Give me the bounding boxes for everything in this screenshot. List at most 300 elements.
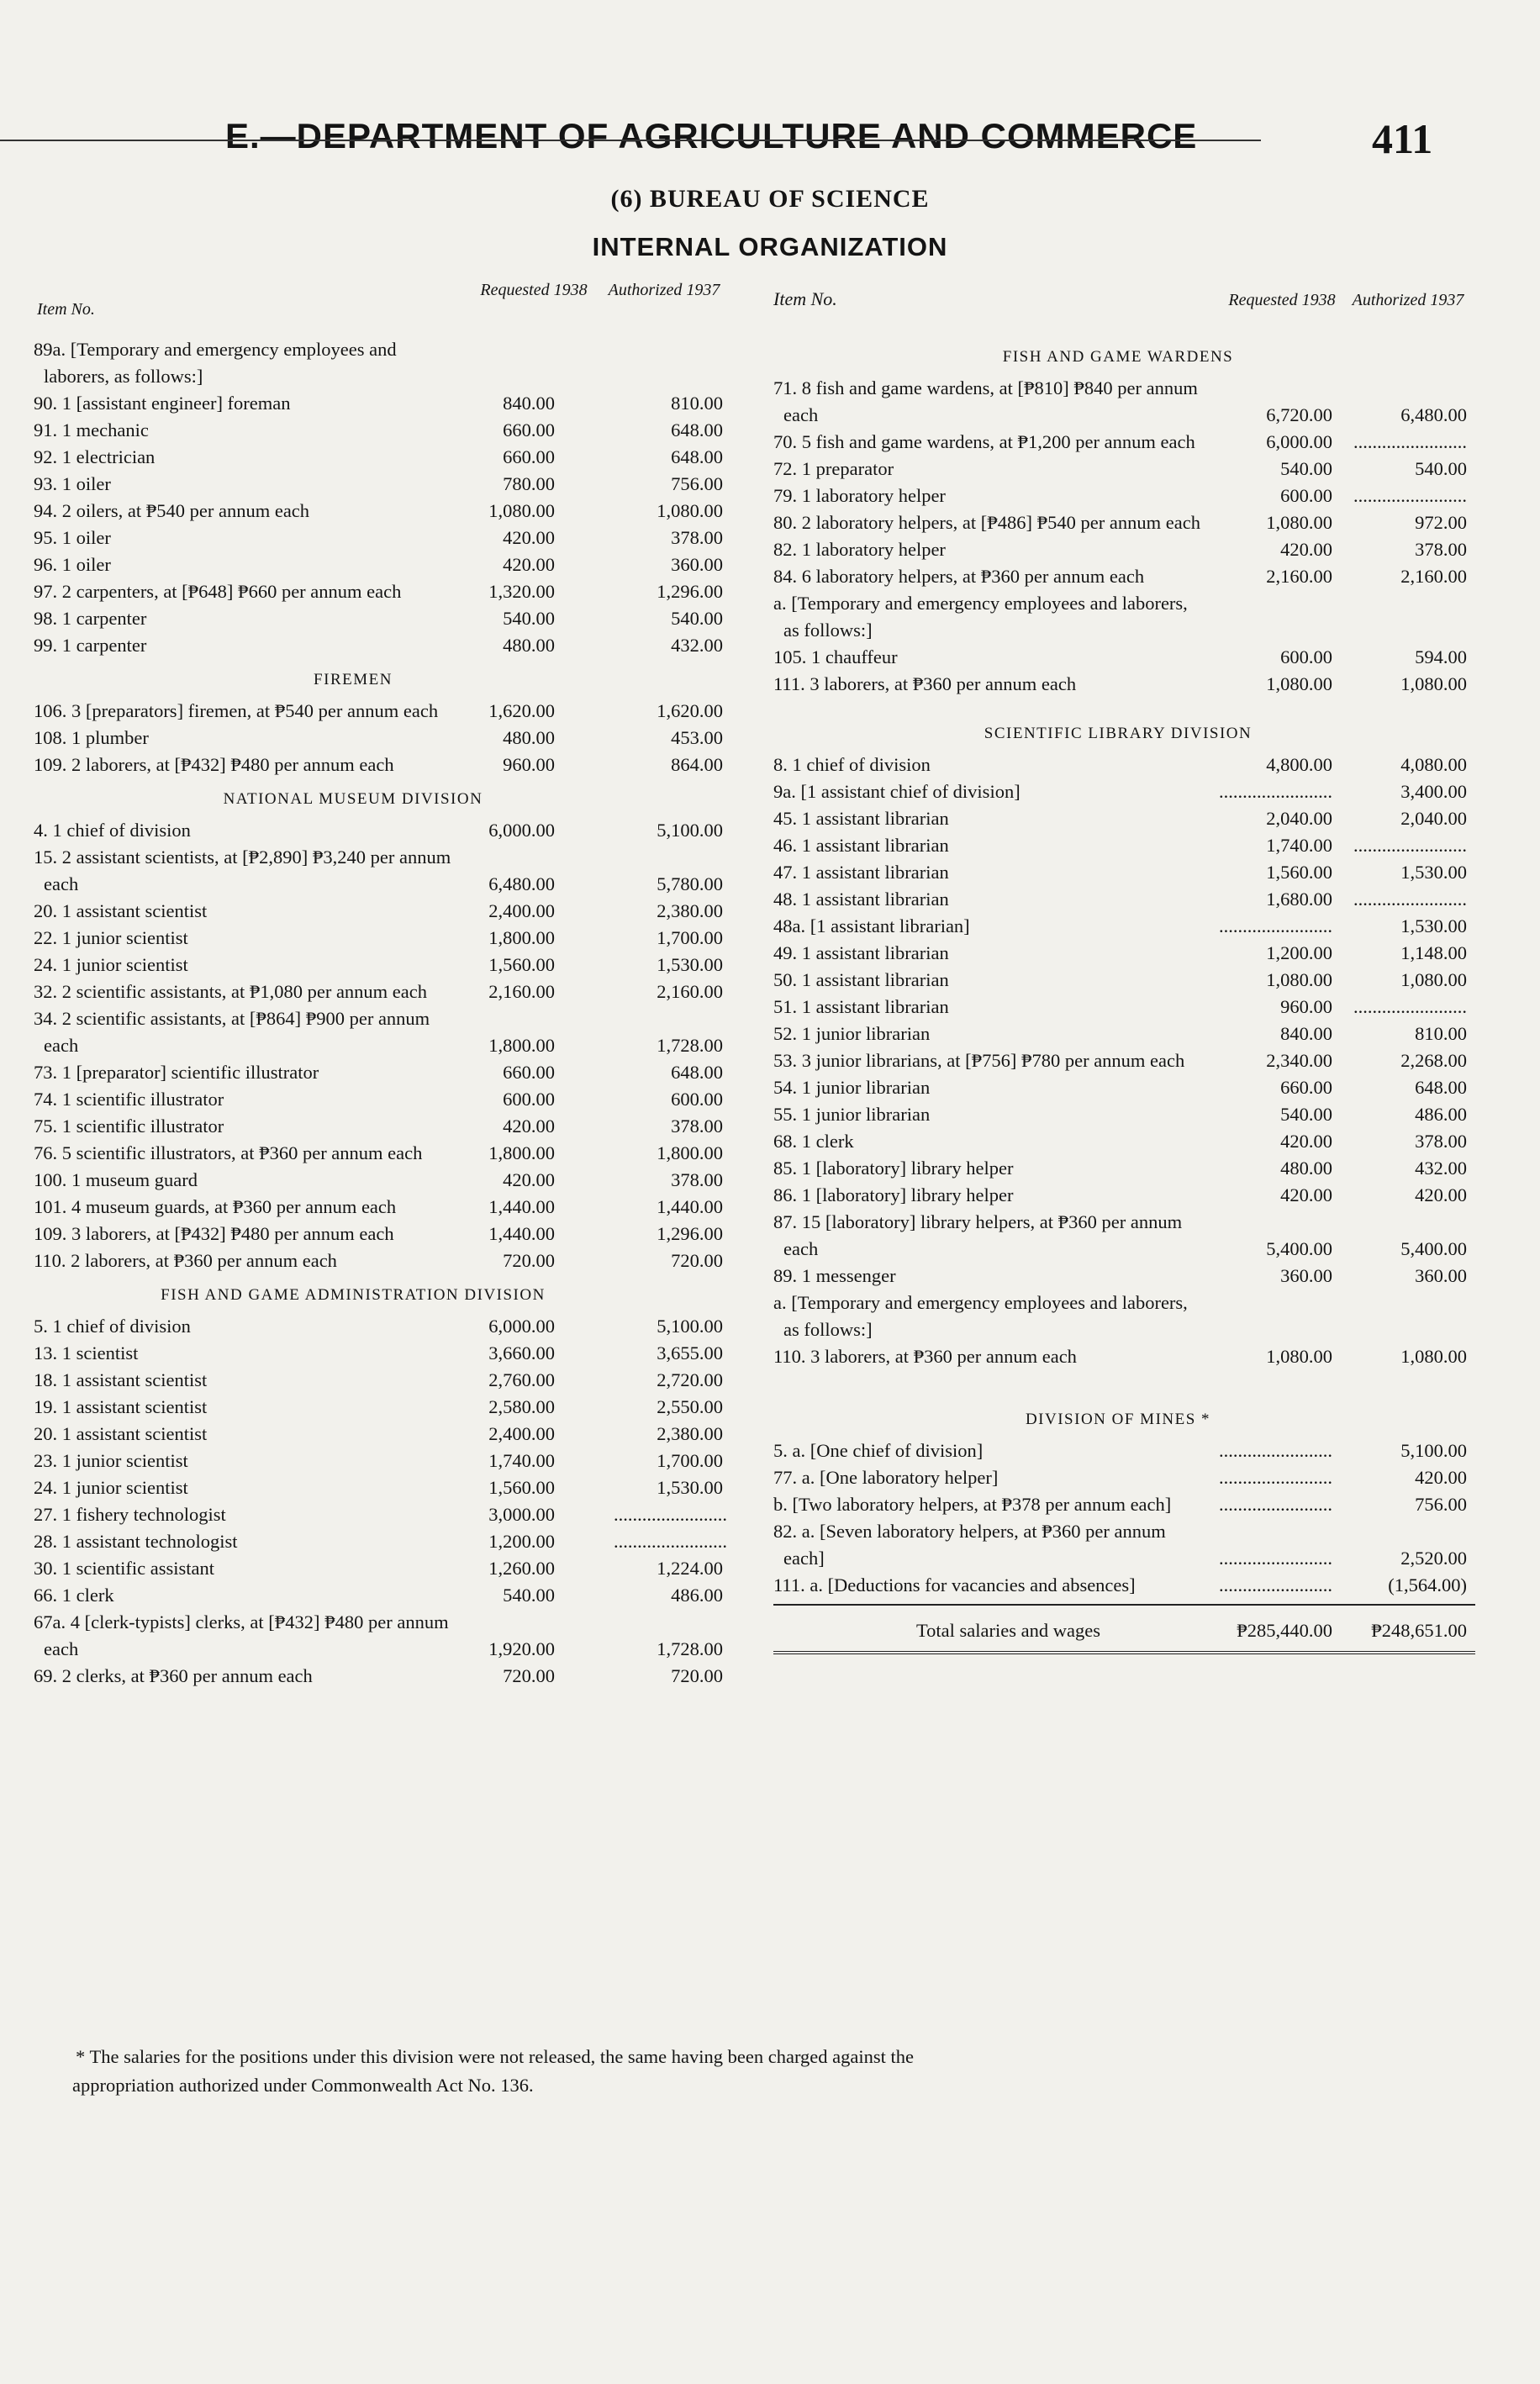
authorized-amount: 1,700.00 (657, 927, 723, 948)
table-row (34, 1059, 757, 1086)
row-description: 50. 1 assistant librarian (773, 969, 949, 990)
requested-amount: 6,000.00 (488, 820, 555, 841)
row-description: 80. 2 laboratory helpers, at [₱486] ₱540 per annum each (773, 512, 1200, 533)
row-description: 23. 1 junior scientist (34, 1450, 188, 1471)
row-description: 106. 3 [preparators] firemen, at ₱540 per annum each (34, 700, 439, 721)
row-description: 110. 2 laborers, at ₱360 per annum each (34, 1250, 337, 1271)
table-row (34, 1005, 757, 1059)
requested-amount: 1,200.00 (488, 1531, 555, 1552)
row-description: 77. a. [One laboratory helper] (773, 1467, 999, 1488)
table-row (34, 551, 757, 578)
authorized-amount: 6,480.00 (1400, 404, 1467, 425)
requested-amount: 1,800.00 (488, 1035, 555, 1056)
table-row (773, 1155, 1475, 1182)
row-description: 72. 1 preparator (773, 458, 894, 479)
table-row (34, 1528, 757, 1555)
table-row (34, 390, 757, 417)
authorized-amount: 756.00 (1415, 1494, 1467, 1515)
requested-amount: 1,080.00 (488, 500, 555, 521)
left-item-no-header: Item No. (37, 300, 95, 319)
requested-amount: 840.00 (503, 393, 555, 414)
total-authorized: ₱248,651.00 (1371, 1620, 1467, 1641)
table-row (34, 1340, 757, 1367)
row-description: 92. 1 electrician (34, 446, 156, 467)
authorized-amount: 972.00 (1415, 512, 1467, 533)
requested-amount: ........................ (1219, 1440, 1332, 1461)
authorized-amount: 486.00 (671, 1585, 723, 1606)
authorized-amount: 1,080.00 (657, 500, 723, 521)
authorized-amount: 1,728.00 (657, 1638, 723, 1659)
row-description: 55. 1 junior librarian (773, 1104, 931, 1125)
table-row (34, 578, 757, 605)
row-description: 47. 1 assistant librarian (773, 862, 949, 883)
row-description: a. [Temporary and emergency employees and laborers, as follows:] (773, 593, 1188, 641)
requested-amount: 1,560.00 (488, 1477, 555, 1498)
library-rows (773, 752, 1475, 1370)
requested-amount: 600.00 (503, 1089, 555, 1110)
authorized-amount: 2,040.00 (1400, 808, 1467, 829)
row-description: 73. 1 [preparator] scientific illustrator (34, 1062, 319, 1083)
mines-rows (773, 1437, 1475, 1599)
table-row (773, 536, 1475, 563)
row-description: 49. 1 assistant librarian (773, 942, 949, 963)
authorized-amount: 378.00 (671, 1169, 723, 1190)
row-description: 94. 2 oilers, at ₱540 per annum each (34, 500, 310, 521)
table-row (34, 1313, 757, 1340)
table-row (773, 456, 1475, 483)
section-header: E.—DEPARTMENT OF AGRICULTURE AND COMMERCE (225, 116, 1198, 156)
authorized-amount: ........................ (1353, 835, 1467, 856)
requested-amount: 420.00 (1280, 539, 1332, 560)
requested-amount: 4,800.00 (1266, 754, 1332, 775)
row-description: 5. 1 chief of division (34, 1316, 191, 1337)
table-row (34, 844, 757, 898)
table-row (34, 336, 757, 390)
row-description: 90. 1 [assistant engineer] foreman (34, 393, 291, 414)
authorized-amount: 594.00 (1415, 646, 1467, 667)
total-rule (773, 1604, 1475, 1606)
table-row (773, 1437, 1475, 1464)
row-description: 91. 1 mechanic (34, 419, 149, 440)
row-description: 67a. 4 [clerk-typists] clerks, at [₱432] ₱480 per annum each (34, 1611, 449, 1659)
requested-amount: 480.00 (1280, 1158, 1332, 1179)
authorized-amount: 378.00 (1415, 539, 1467, 560)
authorized-amount: 2,380.00 (657, 900, 723, 921)
row-description: 82. a. [Seven laboratory helpers, at ₱360 per annum each] (773, 1521, 1166, 1569)
requested-amount: ........................ (1219, 1548, 1332, 1569)
authorized-amount: ........................ (614, 1504, 727, 1525)
requested-amount: 960.00 (1280, 996, 1332, 1017)
authorized-amount: 2,380.00 (657, 1423, 723, 1444)
authorized-amount: 378.00 (671, 1116, 723, 1137)
row-description: 105. 1 chauffeur (773, 646, 898, 667)
authorized-amount: 1,080.00 (1400, 673, 1467, 694)
table-row (34, 1113, 757, 1140)
table-row (34, 978, 757, 1005)
row-description: 111. 3 laborers, at ₱360 per annum each (773, 673, 1077, 694)
requested-amount: ........................ (1219, 1494, 1332, 1515)
requested-amount: 2,340.00 (1266, 1050, 1332, 1071)
requested-amount: 540.00 (503, 1585, 555, 1606)
authorized-amount: 720.00 (671, 1250, 723, 1271)
left-column-header (34, 277, 757, 336)
authorized-amount: 600.00 (671, 1089, 723, 1110)
authorized-amount: 864.00 (671, 754, 723, 775)
authorized-amount: 1,296.00 (657, 1223, 723, 1244)
requested-amount: ........................ (1219, 1574, 1332, 1595)
table-row (773, 1047, 1475, 1074)
requested-amount: 1,560.00 (1266, 862, 1332, 883)
requested-amount: 1,680.00 (1266, 889, 1332, 910)
requested-amount: 780.00 (503, 473, 555, 494)
requested-amount: ........................ (1219, 915, 1332, 936)
requested-amount: 840.00 (1280, 1023, 1332, 1044)
table-row (34, 1421, 757, 1448)
row-description: 75. 1 scientific illustrator (34, 1116, 224, 1137)
row-description: 110. 3 laborers, at ₱360 per annum each (773, 1346, 1077, 1367)
authorized-amount: 540.00 (1415, 458, 1467, 479)
row-description: 108. 1 plumber (34, 727, 149, 748)
row-description: 34. 2 scientific assistants, at [₱864] ₱900 per annum each (34, 1008, 430, 1056)
requested-amount: 1,080.00 (1266, 512, 1332, 533)
row-description: 46. 1 assistant librarian (773, 835, 949, 856)
table-row (773, 1343, 1475, 1370)
requested-amount: 1,800.00 (488, 927, 555, 948)
table-row (34, 1501, 757, 1528)
authorized-amount: 5,100.00 (657, 820, 723, 841)
total-row (773, 1612, 1475, 1649)
authorized-amount: 3,655.00 (657, 1342, 723, 1363)
requested-amount: 1,080.00 (1266, 1346, 1332, 1367)
authorized-amount: 2,160.00 (657, 981, 723, 1002)
requested-amount: 1,740.00 (488, 1450, 555, 1471)
authorized-amount: 1,148.00 (1400, 942, 1467, 963)
authorized-amount: 453.00 (671, 727, 723, 748)
right-requested-header: Requested 1938 (1228, 291, 1336, 309)
row-description: 53. 3 junior librarians, at [₱756] ₱780 per annum each (773, 1050, 1185, 1071)
row-description: 20. 1 assistant scientist (34, 1423, 208, 1444)
row-description: 84. 6 laboratory helpers, at ₱360 per annum each (773, 566, 1145, 587)
table-row (773, 644, 1475, 671)
footnote (72, 2043, 1463, 2100)
table-row (773, 1074, 1475, 1101)
table-row (34, 1582, 757, 1609)
table-row (773, 913, 1475, 940)
wardens-rows (773, 375, 1475, 698)
left-requested-header: Requested 1938 (480, 281, 588, 299)
table-row (773, 940, 1475, 967)
table-row (34, 898, 757, 925)
table-row (773, 1464, 1475, 1491)
row-description: 24. 1 junior scientist (34, 954, 188, 975)
requested-amount: 2,760.00 (488, 1369, 555, 1390)
left-column (34, 277, 757, 1690)
requested-amount: 5,400.00 (1266, 1238, 1332, 1259)
authorized-amount: 1,224.00 (657, 1558, 723, 1579)
row-description: 96. 1 oiler (34, 554, 111, 575)
row-description: 109. 2 laborers, at [₱432] ₱480 per annum each (34, 754, 394, 775)
table-row (773, 1518, 1475, 1572)
table-row (773, 994, 1475, 1021)
requested-amount: 420.00 (503, 527, 555, 548)
authorized-amount: 1,530.00 (1400, 915, 1467, 936)
authorized-amount: 1,530.00 (657, 1477, 723, 1498)
table-row (34, 1086, 757, 1113)
right-column-header (773, 277, 1475, 336)
requested-amount: ........................ (1219, 781, 1332, 802)
authorized-amount: ........................ (1353, 431, 1467, 452)
requested-amount: 6,480.00 (488, 873, 555, 894)
requested-amount: 6,000.00 (1266, 431, 1332, 452)
authorized-amount: 420.00 (1415, 1467, 1467, 1488)
right-item-no-header: Item No. (773, 288, 837, 309)
requested-amount: 1,740.00 (1266, 835, 1332, 856)
requested-amount: 2,160.00 (1266, 566, 1332, 587)
requested-amount: 540.00 (503, 608, 555, 629)
row-description: 111. a. [Deductions for vacancies and absences] (773, 1574, 1136, 1595)
authorized-amount: 1,530.00 (657, 954, 723, 975)
row-description: 24. 1 junior scientist (34, 1477, 188, 1498)
requested-amount: 660.00 (1280, 1077, 1332, 1098)
authorized-amount: 540.00 (671, 608, 723, 629)
requested-amount: 480.00 (503, 727, 555, 748)
authorized-amount: 1,080.00 (1400, 969, 1467, 990)
authorized-amount: 810.00 (1415, 1023, 1467, 1044)
requested-amount: 1,800.00 (488, 1142, 555, 1163)
requested-amount: 660.00 (503, 419, 555, 440)
requested-amount: 1,200.00 (1266, 942, 1332, 963)
library-heading: SCIENTIFIC LIBRARY DIVISION (984, 725, 1253, 742)
requested-amount: 3,660.00 (488, 1342, 555, 1363)
authorized-amount: 360.00 (1415, 1265, 1467, 1286)
row-description: 99. 1 carpenter (34, 635, 147, 656)
page-number: 411 (1372, 115, 1433, 162)
row-description: 70. 5 fish and game wardens, at ₱1,200 per annum each (773, 431, 1195, 452)
requested-amount: 720.00 (503, 1250, 555, 1271)
authorized-amount: 3,400.00 (1400, 781, 1467, 802)
row-description: 13. 1 scientist (34, 1342, 139, 1363)
row-description: 9a. [1 assistant chief of division] (773, 781, 1021, 802)
row-description: 18. 1 assistant scientist (34, 1369, 208, 1390)
row-description: b. [Two laboratory helpers, at ₱378 per annum each] (773, 1494, 1172, 1515)
total-double-rule (773, 1651, 1475, 1654)
requested-amount: 1,080.00 (1266, 673, 1332, 694)
authorized-amount: 720.00 (671, 1665, 723, 1686)
row-description: 27. 1 fishery technologist (34, 1504, 226, 1525)
row-description: 97. 2 carpenters, at [₱648] ₱660 per annum each (34, 581, 402, 602)
total-label: Total salaries and wages (916, 1620, 1100, 1641)
requested-amount: 2,160.00 (488, 981, 555, 1002)
authorized-amount: 378.00 (671, 527, 723, 548)
row-description: 68. 1 clerk (773, 1131, 854, 1152)
table-row (773, 1491, 1475, 1518)
table-row (773, 563, 1475, 590)
row-description: 79. 1 laboratory helper (773, 485, 946, 506)
authorized-amount: 2,550.00 (657, 1396, 723, 1417)
table-row (773, 859, 1475, 886)
requested-amount: 6,720.00 (1266, 404, 1332, 425)
authorized-amount: 360.00 (671, 554, 723, 575)
authorized-amount: 2,268.00 (1400, 1050, 1467, 1071)
requested-amount: 1,080.00 (1266, 969, 1332, 990)
row-description: 32. 2 scientific assistants, at ₱1,080 per annum each (34, 981, 428, 1002)
table-row (34, 698, 757, 725)
table-row (773, 752, 1475, 778)
requested-amount: 420.00 (1280, 1184, 1332, 1205)
requested-amount: 2,580.00 (488, 1396, 555, 1417)
row-description: 89. 1 messenger (773, 1265, 896, 1286)
authorized-amount: 648.00 (1415, 1077, 1467, 1098)
fish-admin-rows (34, 1313, 757, 1690)
row-description: 20. 1 assistant scientist (34, 900, 208, 921)
museum-heading: NATIONAL MUSEUM DIVISION (223, 790, 483, 808)
authorized-amount: 648.00 (671, 419, 723, 440)
row-description: 109. 3 laborers, at [₱432] ₱480 per annum each (34, 1223, 394, 1244)
right-authorized-header: Authorized 1937 (1352, 291, 1464, 309)
row-description: 74. 1 scientific illustrator (34, 1089, 224, 1110)
table-row (34, 817, 757, 844)
authorized-amount: 5,400.00 (1400, 1238, 1467, 1259)
authorized-amount: 2,520.00 (1400, 1548, 1467, 1569)
row-description: 101. 4 museum guards, at ₱360 per annum each (34, 1196, 397, 1217)
row-description: 66. 1 clerk (34, 1585, 114, 1606)
row-description: 5. a. [One chief of division] (773, 1440, 984, 1461)
table-row (34, 925, 757, 952)
requested-amount: 420.00 (503, 1116, 555, 1137)
authorized-amount: 1,620.00 (657, 700, 723, 721)
authorized-amount: 5,780.00 (657, 873, 723, 894)
row-description: 71. 8 fish and game wardens, at [₱810] ₱840 per annum each (773, 377, 1198, 425)
requested-amount: 2,400.00 (488, 1423, 555, 1444)
table-row (773, 1263, 1475, 1290)
requested-amount: 2,400.00 (488, 900, 555, 921)
table-row (34, 1555, 757, 1582)
requested-amount: 1,620.00 (488, 700, 555, 721)
table-row (773, 1128, 1475, 1155)
authorized-amount: ........................ (1353, 889, 1467, 910)
table-row (773, 1101, 1475, 1128)
row-description: 19. 1 assistant scientist (34, 1396, 208, 1417)
row-description: 86. 1 [laboratory] library helper (773, 1184, 1014, 1205)
authorized-amount: 432.00 (671, 635, 723, 656)
requested-amount: ........................ (1219, 1467, 1332, 1488)
authorized-amount: 648.00 (671, 1062, 723, 1083)
authorized-amount: ........................ (614, 1531, 727, 1552)
row-description: 85. 1 [laboratory] library helper (773, 1158, 1014, 1179)
table-row (34, 444, 757, 471)
table-row (34, 952, 757, 978)
table-row (773, 1572, 1475, 1599)
left-authorized-header: Authorized 1937 (608, 281, 720, 299)
row-description: 93. 1 oiler (34, 473, 111, 494)
table-row (34, 1448, 757, 1474)
authorized-amount: 1,700.00 (657, 1450, 723, 1471)
table-row (34, 1609, 757, 1663)
table-row (34, 1474, 757, 1501)
requested-amount: 600.00 (1280, 646, 1332, 667)
bureau-title: (6) BUREAU OF SCIENCE (610, 185, 930, 213)
requested-amount: 1,440.00 (488, 1196, 555, 1217)
requested-amount: 600.00 (1280, 485, 1332, 506)
total-requested: ₱285,440.00 (1237, 1620, 1332, 1641)
authorized-amount: 756.00 (671, 473, 723, 494)
requested-amount: 1,920.00 (488, 1638, 555, 1659)
requested-amount: 540.00 (1280, 458, 1332, 479)
table-row (773, 509, 1475, 536)
row-description: 69. 2 clerks, at ₱360 per annum each (34, 1665, 313, 1686)
row-description: 76. 5 scientific illustrators, at ₱360 per annum each (34, 1142, 423, 1163)
requested-amount: 3,000.00 (488, 1504, 555, 1525)
authorized-amount: 5,100.00 (1400, 1440, 1467, 1461)
fish-admin-heading: FISH AND GAME ADMINISTRATION DIVISION (161, 1286, 546, 1304)
table-row (34, 1663, 757, 1690)
table-row (34, 498, 757, 525)
requested-amount: 720.00 (503, 1665, 555, 1686)
table-row (773, 429, 1475, 456)
table-row (773, 832, 1475, 859)
row-description: 98. 1 carpenter (34, 608, 147, 629)
authorized-amount: 2,720.00 (657, 1369, 723, 1390)
row-description: 51. 1 assistant librarian (773, 996, 949, 1017)
table-row (34, 1394, 757, 1421)
authorized-amount: 1,800.00 (657, 1142, 723, 1163)
table-row (34, 1221, 757, 1247)
left-rows (34, 336, 757, 659)
requested-amount: 1,440.00 (488, 1223, 555, 1244)
authorized-amount: ........................ (1353, 996, 1467, 1017)
organization-title: INTERNAL ORGANIZATION (592, 232, 948, 261)
table-row (34, 725, 757, 752)
requested-amount: 1,320.00 (488, 581, 555, 602)
table-row (34, 525, 757, 551)
requested-amount: 660.00 (503, 446, 555, 467)
row-description: 87. 15 [laboratory] library helpers, at ₱360 per annum each (773, 1211, 1183, 1259)
footnote-line-2: appropriation authorized under Commonwealth Act No. 136. (72, 2075, 534, 2096)
table-row (34, 1140, 757, 1167)
authorized-amount: 4,080.00 (1400, 754, 1467, 775)
requested-amount: 420.00 (503, 554, 555, 575)
row-description: 48a. [1 assistant librarian] (773, 915, 970, 936)
requested-amount: 960.00 (503, 754, 555, 775)
table-row (34, 632, 757, 659)
row-description: 8. 1 chief of division (773, 754, 931, 775)
authorized-amount: 420.00 (1415, 1184, 1467, 1205)
table-row (34, 752, 757, 778)
row-description: 4. 1 chief of division (34, 820, 191, 841)
requested-amount: 1,560.00 (488, 954, 555, 975)
table-row (773, 671, 1475, 698)
table-row (773, 1290, 1475, 1343)
requested-amount: 540.00 (1280, 1104, 1332, 1125)
row-description: 54. 1 junior librarian (773, 1077, 931, 1098)
table-row (34, 417, 757, 444)
header-rule (0, 140, 1261, 141)
requested-amount: 420.00 (503, 1169, 555, 1190)
row-description: 22. 1 junior scientist (34, 927, 188, 948)
authorized-amount: 648.00 (671, 446, 723, 467)
requested-amount: 1,260.00 (488, 1558, 555, 1579)
table-row (773, 778, 1475, 805)
requested-amount: 360.00 (1280, 1265, 1332, 1286)
table-row (773, 1209, 1475, 1263)
authorized-amount: 810.00 (671, 393, 723, 414)
authorized-amount: 1,530.00 (1400, 862, 1467, 883)
firemen-heading: FIREMEN (314, 671, 393, 688)
authorized-amount: 1,440.00 (657, 1196, 723, 1217)
authorized-amount: (1,564.00) (1388, 1574, 1467, 1595)
authorized-amount: 1,728.00 (657, 1035, 723, 1056)
authorized-amount: 378.00 (1415, 1131, 1467, 1152)
